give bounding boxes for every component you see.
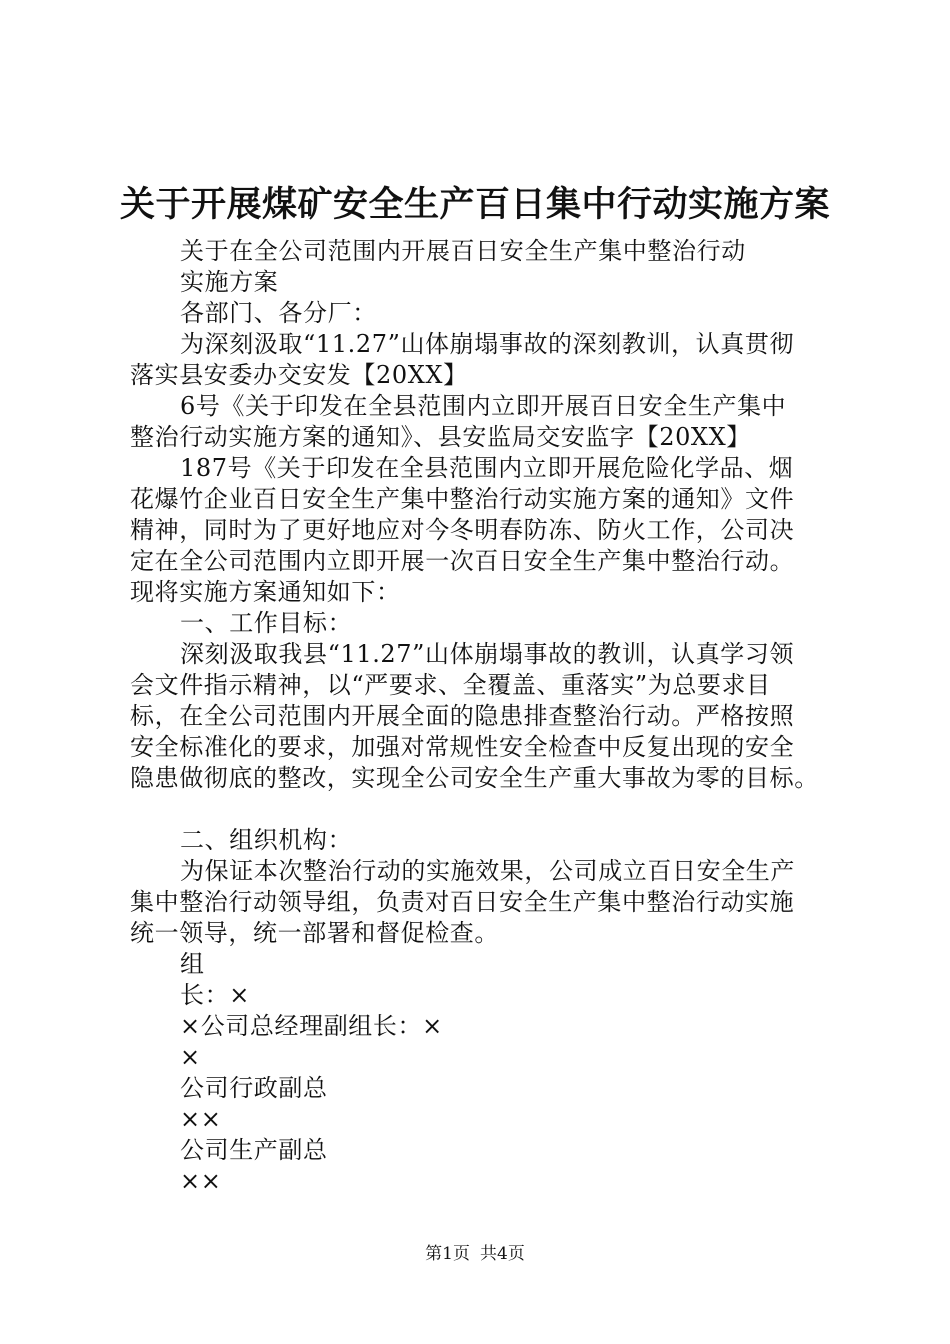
body-line: 组 [180,950,205,978]
body-line: 统一领导，统一部署和督促检查。 [130,919,499,947]
body-line: 公司生产副总 [180,1136,328,1164]
body-line: 关于在全公司范围内开展百日安全生产集中整治行动 [180,237,746,265]
document-body [130,236,860,1197]
body-line: 现将实施方案通知如下： [130,578,401,606]
body-line: 深刻汲取我县“11.27”山体崩塌事故的教训，认真学习领 [180,640,795,668]
body-line: 标，在全公司范围内开展全面的隐患排查整治行动。严格按照 [130,702,795,730]
body-line: 各部门、各分厂： [180,299,377,327]
body-line: ×公司总经理副组长：× [180,1012,443,1040]
page-total: 共4页 [480,1244,525,1264]
body-line: 公司行政副总 [180,1074,328,1102]
document-title: 关于开展煤矿安全生产百日集中行动实施方案 [119,185,830,225]
body-line: 集中整治行动领导组，负责对百日安全生产集中整治行动实施 [130,888,795,916]
body-line: 花爆竹企业百日安全生产集中整治行动实施方案的通知》文件 [130,485,795,513]
blank-line [130,794,860,825]
body-line: 整治行动实施方案的通知》、县安监局交安监字【20XX】 [130,423,751,451]
body-line: 一、工作目标： [180,609,353,637]
body-line: 长：× [180,981,250,1009]
body-line: 6号《关于印发在全县范围内立即开展百日安全生产集中 [180,392,787,420]
body-line: ×× [180,1167,222,1195]
body-line: 为保证本次整治行动的实施效果，公司成立百日安全生产 [180,857,795,885]
body-line: 为深刻汲取“11.27”山体崩塌事故的深刻教训，认真贯彻 [180,330,795,358]
page-number: 第1页 [425,1244,470,1264]
body-line: 定在全公司范围内立即开展一次百日安全生产集中整治行动。 [130,547,795,575]
body-line: ×× [180,1105,222,1133]
body-line: 精神，同时为了更好地应对今冬明春防冻、防火工作，公司决 [130,516,795,544]
body-line: × [180,1043,201,1071]
body-line: 187号《关于印发在全县范围内立即开展危险化学品、烟 [180,454,794,482]
body-line: 安全标准化的要求，加强对常规性安全检查中反复出现的安全 [130,733,795,761]
body-line: 落实县安委办交安发【20XX】 [130,361,468,389]
body-line: 实施方案 [180,268,279,296]
body-line: 会文件指示精神，以“严要求、全覆盖、重落实”为总要求目 [130,671,771,699]
page-footer [0,1242,950,1266]
body-line: 隐患做彻底的整改，实现全公司安全生产重大事故为零的目标。 [130,764,819,792]
body-line: 二、组织机构： [180,826,353,854]
